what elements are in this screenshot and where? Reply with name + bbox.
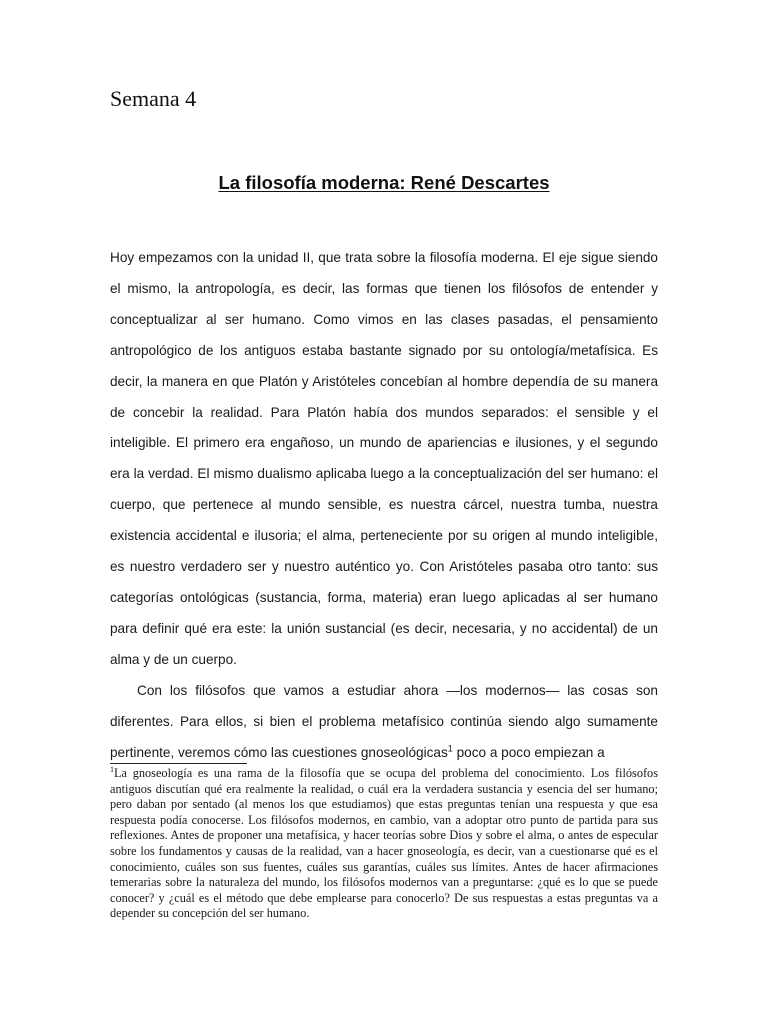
body-text — [110, 243, 658, 768]
week-heading: Semana 4 — [110, 86, 197, 111]
footnote-marker: 1 — [110, 764, 114, 774]
document-title: La filosofía moderna: René Descartes — [218, 172, 550, 193]
paragraph-text: poco a poco empiezan a — [452, 744, 605, 760]
paragraph-text: Con los filósofos que vamos a estudiar ahora —los modernos— las cosas son diferentes. Para ellos, si bien el problema metafísico continúa siendo algo sumamente pertinente, veremos cómo las cuestiones gnoseológicas — [110, 682, 658, 760]
footnote-reference[interactable]: 1 — [447, 742, 453, 753]
footnote-text: La gnoseología es una rama de la filosofía que se ocupa del problema del conocimiento. Los filósofos antiguos discutían qué era realmente la realidad, o cuál era la verdadera sustancia y esencia del ser humano; pero daban por sentado (al menos los que estudiamos) que estas preguntas tenían una respuesta y que esa respuesta podía conocerse. Los filósofos modernos, en cambio, van a adoptar otro punto de partida para sus reflexiones. Antes de proponer una metafísica, y hacer teorías sobre Dios y sobre el alma, o antes de especular sobre los fundamentos y causas de la realidad, van a hacer gnoseología, es decir, van a cuestionarse qué es el conocimiento, cuáles son sus fuentes, cuáles sus garantías, cuáles sus límites. Antes de hacer afirmaciones temerarias sobre la naturaleza del mundo, los filósofos modernos van a preguntarse: ¿qué es lo que se puede conocer? y ¿cuál es el método que debe emplearse para conocerlo? De sus respuestas a estas preguntas va a depender su concepción del ser humano. — [110, 766, 658, 921]
footnote-separator — [110, 763, 247, 764]
paragraph — [110, 676, 658, 769]
paragraph: Hoy empezamos con la unidad II, que trata sobre la filosofía moderna. El eje sigue siendo el mismo, la antropología, es decir, las formas que tienen los filósofos de entender y conceptualizar al ser humano. Como vimos en las clases pasadas, el pensamiento antropológico de los antiguos estaba bastante signado por su ontología/metafísica. Es decir, la manera en que Platón y Aristóteles concebían al hombre dependía de su manera de concebir la realidad. Para Platón había dos mundos separados: el sensible y el inteligible. El primero era engañoso, un mundo de apariencias e ilusiones, y el segundo era la verdad. El mismo dualismo aplicaba luego a la conceptualización del ser humano: el cuerpo, que pertenece al mundo sensible, es nuestra cárcel, nuestra tumba, nuestra existencia accidental e ilusoria; el alma, perteneciente por su origen al mundo inteligible, es nuestro verdadero ser y nuestro auténtico yo. Con Aristóteles pasaba otro tanto: sus categorías ontológicas (sustancia, forma, materia) eran luego aplicadas al ser humano para definir qué era este: la unión sustancial (es decir, necesaria, y no accidental) de un alma y de un cuerpo. — [110, 250, 658, 667]
footnote — [110, 766, 658, 922]
